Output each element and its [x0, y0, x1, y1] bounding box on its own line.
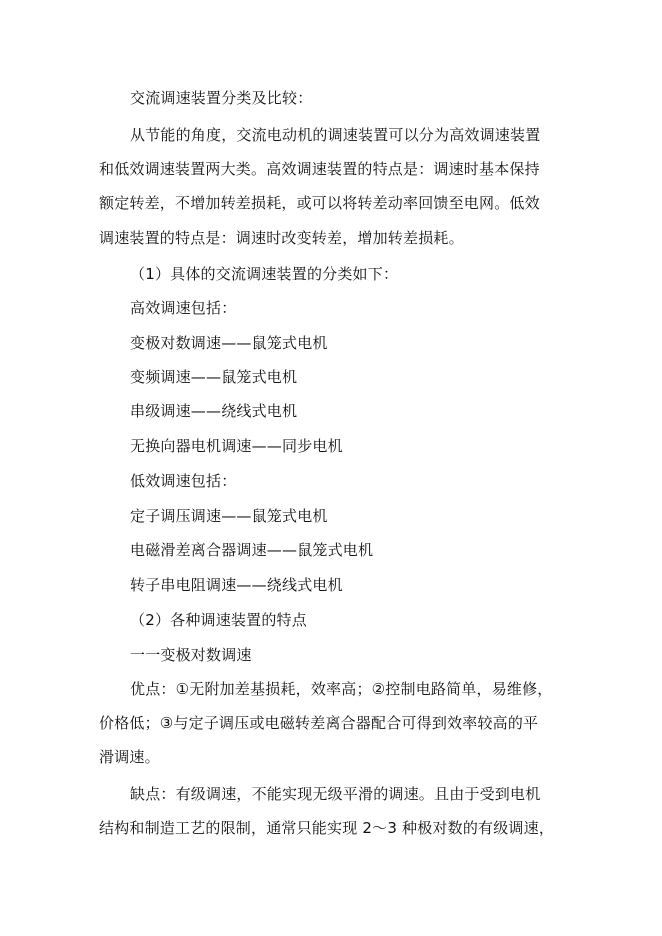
list-heading: 高效调速包括：	[130, 299, 237, 317]
paragraph-line: 缺点：有级调速，不能实现无级平滑的调速。且由于受到电机	[130, 785, 541, 803]
paragraph-line: 优点：①无附加差基损耗，效率高；②控制电路简单，易维修，	[130, 680, 553, 698]
section-heading: （1）具体的交流调速装置的分类如下：	[130, 265, 399, 283]
list-item: 电磁滑差离合器调速——鼠笼式电机	[130, 541, 374, 559]
section-heading: （2）各种调速装置的特点	[130, 611, 307, 629]
list-item: 定子调压调速——鼠笼式电机	[130, 507, 328, 525]
list-heading: 低效调速包括：	[130, 472, 237, 490]
list-item: 变极对数调速——鼠笼式电机	[130, 334, 328, 352]
paragraph-line: 结构和制造工艺的限制，通常只能实现 2～3 种极对数的有级调速，	[99, 819, 555, 837]
document-title: 交流调速装置分类及比较：	[130, 89, 313, 107]
subheading: 一一变极对数调速	[130, 646, 252, 664]
list-item: 转子串电阻调速——绕线式电机	[130, 576, 343, 594]
paragraph-line: 和低效调速装置两大类。高效调速装置的特点是：调速时基本保持	[99, 160, 540, 178]
paragraph-line: 额定转差，不增加转差损耗，或可以将转差动率回馈至电网。低效	[99, 194, 540, 212]
list-item: 变频调速——鼠笼式电机	[130, 368, 298, 386]
paragraph-line: 价格低；③与定子调压或电磁转差离合器配合可得到效率较高的平	[99, 714, 539, 732]
paragraph-line: 调速装置的特点是：调速时改变转差，增加转差损耗。	[99, 229, 464, 247]
paragraph-line: 滑调速。	[99, 748, 160, 766]
paragraph-line: 从节能的角度，交流电动机的调速装置可以分为高效调速装置	[130, 126, 541, 144]
list-item: 串级调速——绕线式电机	[130, 402, 298, 420]
list-item: 无换向器电机调速——同步电机	[130, 437, 343, 455]
